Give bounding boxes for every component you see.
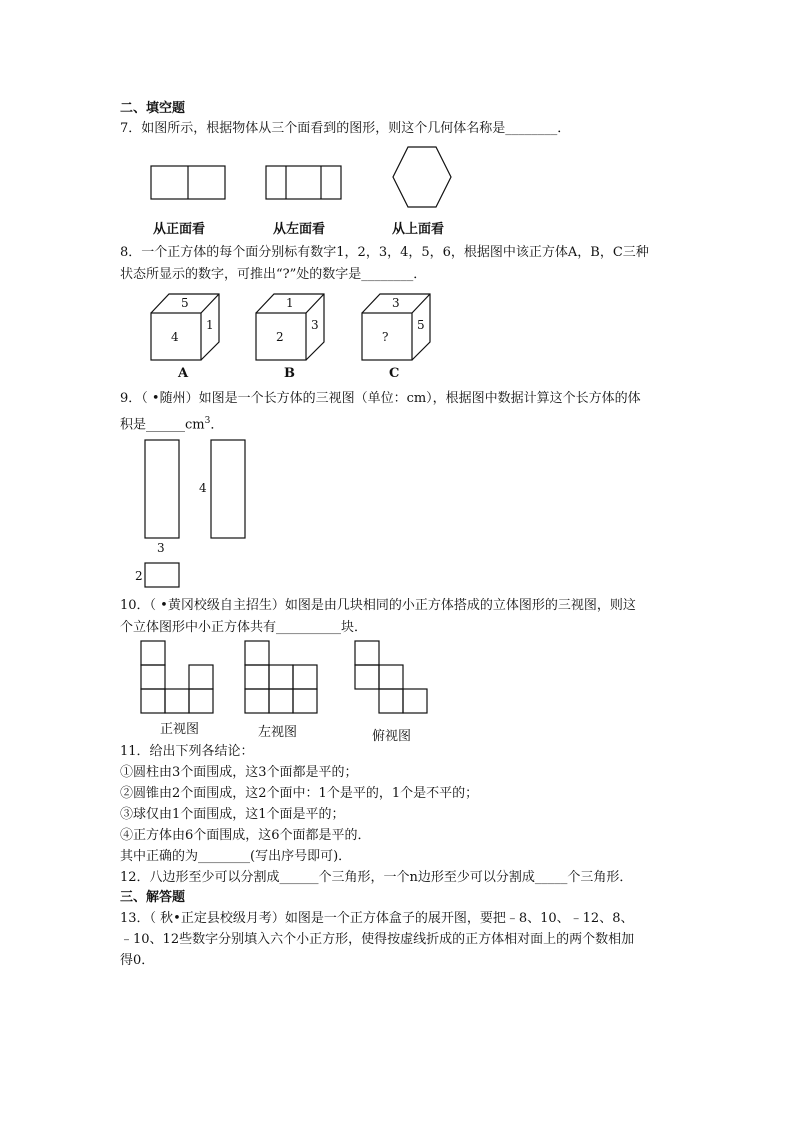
q10-caption-front: 正视图: [160, 722, 200, 737]
section-title-3: 三、解答题: [120, 890, 186, 905]
q9-dim-width: 3: [157, 541, 165, 555]
q8-line2: 状态所显示的数字，可推出“?”处的数字是________．: [120, 267, 427, 282]
q9-line1: 9．（ •随州）如图是一个长方体的三视图（单位：cm），根据图中数据计算这个长方体的体: [120, 391, 641, 406]
q9-line2-b: ______cm: [146, 417, 205, 433]
q10-left-view: [245, 641, 317, 713]
q13-line2: ﹣10、12些数字分别填入六个小正方形，使得按虚线折成的正方体相对面上的两个数相加: [120, 932, 635, 947]
q13-line1: 13．（ 秋•正定县校级月考）如图是一个正方体盒子的展开图，要把﹣8、10、﹣12、8、: [120, 911, 634, 926]
cube-a-label: A: [178, 366, 189, 381]
section-title: 二、填空题: [120, 101, 186, 116]
cube-c-label: C: [389, 366, 400, 381]
q10-caption-left: 左视图: [258, 725, 298, 740]
q10-top-view: [355, 641, 427, 713]
q10-line1: 10．（ •黄冈校级自主招生）如图是由几块相同的小正方体搭成的立体图形的三视图，则这: [120, 598, 636, 613]
q12-text: 12．八边形至少可以分割成______个三角形，一个n边形至少可以分割成_____个三角形．: [120, 870, 633, 885]
q9-unit-exponent: 3: [204, 416, 211, 426]
q13-line3: 得0．: [120, 953, 155, 968]
q7-caption-top: 从上面看: [392, 222, 445, 237]
q7-text: 7．如图所示，根据物体从三个面看到的图形，则这个几何体名称是________．: [120, 121, 571, 136]
cube-a-side: 1: [206, 318, 214, 332]
q7-caption-front: 从正面看: [153, 222, 206, 237]
q11-item-4: ④正方体由6个面围成，这6个面都是平的．: [120, 828, 371, 843]
q10-line2: 个立体图形中小正方体共有__________块．: [120, 620, 368, 635]
cube-b-top: 1: [286, 296, 294, 310]
q9-line2-a: 积是: [120, 417, 147, 433]
q10-caption-top: 俯视图: [372, 729, 412, 744]
q11-item-1: ①圆柱由3个面围成，这3个面都是平的；: [120, 765, 358, 780]
q9-dim-depth: 2: [135, 569, 143, 583]
q10-front-view: [141, 641, 213, 713]
q9-line2-c: ．: [210, 417, 224, 433]
q11-answer-line: 其中正确的为________(写出序号即可)．: [120, 849, 352, 864]
cube-b-front: 2: [276, 330, 284, 344]
cube-b-side: 3: [311, 318, 319, 332]
q11-intro: 11．给出下列各结论：: [120, 744, 254, 759]
cube-b-label: B: [284, 366, 295, 381]
cube-a-front: 4: [171, 330, 179, 344]
q11-item-2: ②圆锥由2个面围成，这2个面中：1个是平的，1个是不平的；: [120, 786, 479, 801]
cube-a-top: 5: [181, 296, 189, 310]
q7-caption-left: 从左面看: [273, 222, 326, 237]
cube-c-top: 3: [392, 296, 400, 310]
q11-item-3: ③球仅由1个面围成，这1个面是平的；: [120, 807, 345, 822]
cube-c-side: 5: [417, 318, 425, 332]
q9-dim-height: 4: [199, 481, 207, 495]
cube-c-front: ?: [382, 330, 389, 344]
q8-line1: 8．一个正方体的每个面分别标有数字1，2，3，4，5，6，根据图中该正方体A，B，C三种: [120, 245, 649, 260]
